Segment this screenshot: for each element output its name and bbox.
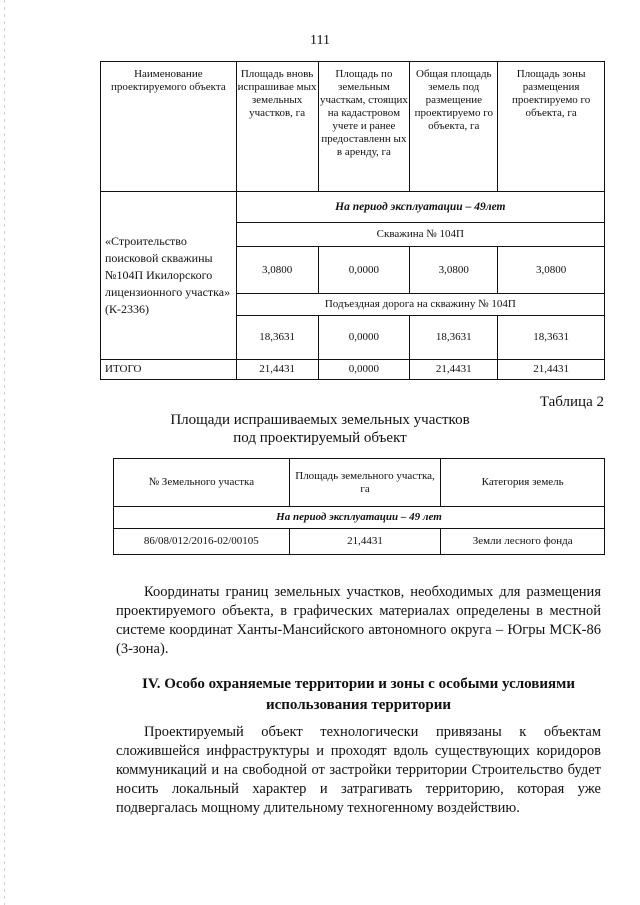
header-new-area: Площадь вновь испрашивае мых земельных участков, га xyxy=(236,62,318,192)
total-total-area: 21,4431 xyxy=(410,360,498,380)
road-total-area: 18,3631 xyxy=(410,316,498,360)
section-heading-line2: использования территории xyxy=(265,697,452,713)
infrastructure-paragraph-text: Проектируемый объект технологически привязаны к объектам сложившейся инфраструктуры и проходят вдоль существующих коридоров коммуникаций и на свободной от застройки территории Строительство будет носить локальный характер и затрагивать территорию, которая уже подвергалась мощному длительному техногенному воздействию. xyxy=(116,724,601,816)
total-label: ИТОГО xyxy=(101,360,237,380)
areas-table xyxy=(100,61,605,380)
road-zone-area: 18,3631 xyxy=(498,316,605,360)
section-heading-line1: IV. Особо охраняемые территории и зоны с особыми условиями xyxy=(141,676,575,692)
well-new-area: 3,0800 xyxy=(236,247,318,294)
road-new-area: 18,3631 xyxy=(236,316,318,360)
header-land-category: Категория земель xyxy=(441,459,605,507)
plot-number: 86/08/012/2016-02/00105 xyxy=(114,529,290,555)
land-category: Земли лесного фонда xyxy=(441,529,605,555)
header-plot-number: № Земельного участка xyxy=(114,459,290,507)
total-cadastral-area: 0,0000 xyxy=(318,360,410,380)
road-subheader: Подъездная дорога на скважину № 104П xyxy=(236,294,604,316)
infrastructure-paragraph xyxy=(116,723,601,818)
coordinates-paragraph-text: Координаты границ земельных участков, необходимых для размещения проектируемого объекта, в графических материалах определены в местной системе координат Ханты-Мансийского автономного округа – Югры МСК-86 (3-зона). xyxy=(116,584,601,657)
total-new-area: 21,4431 xyxy=(236,360,318,380)
table2-title-line1: Площади испрашиваемых земельных участков xyxy=(170,412,470,428)
well-zone-area: 3,0800 xyxy=(498,247,605,294)
plot-area: 21,4431 xyxy=(289,529,441,555)
well-cadastral-area: 0,0000 xyxy=(318,247,410,294)
table2-title-line2: под проектируемый объект xyxy=(233,430,407,446)
coordinates-paragraph xyxy=(116,583,601,659)
plots-table xyxy=(113,458,605,555)
header-plot-area: Площадь земельного участка, га xyxy=(289,459,441,507)
period-row: На период эксплуатации – 49лет xyxy=(236,192,604,223)
header-object-name: Наименование проектируемого объекта xyxy=(101,62,237,192)
well-subheader: Скважина № 104П xyxy=(236,223,604,247)
header-zone-area: Площадь зоны размещения проектируемо го объекта, га xyxy=(498,62,605,192)
header-total-area: Общая площадь земель под размещение проектируемо го объекта, га xyxy=(410,62,498,192)
road-cadastral-area: 0,0000 xyxy=(318,316,410,360)
header-cadastral-area: Площадь по земельным участкам, стоящих на кадастровом учете и ранее предоставленн ых в аренду, га xyxy=(318,62,410,192)
period-row-2: На период эксплуатации – 49 лет xyxy=(114,507,605,529)
well-total-area: 3,0800 xyxy=(410,247,498,294)
object-name-cell: «Строительство поисковой скважины №104П Икилорского лицензионного участка» (К-2336) xyxy=(101,192,237,360)
scan-edge-artifact xyxy=(4,0,5,905)
table2-label: Таблица 2 xyxy=(539,394,604,410)
page-number: 111 xyxy=(310,33,330,48)
total-zone-area: 21,4431 xyxy=(498,360,605,380)
